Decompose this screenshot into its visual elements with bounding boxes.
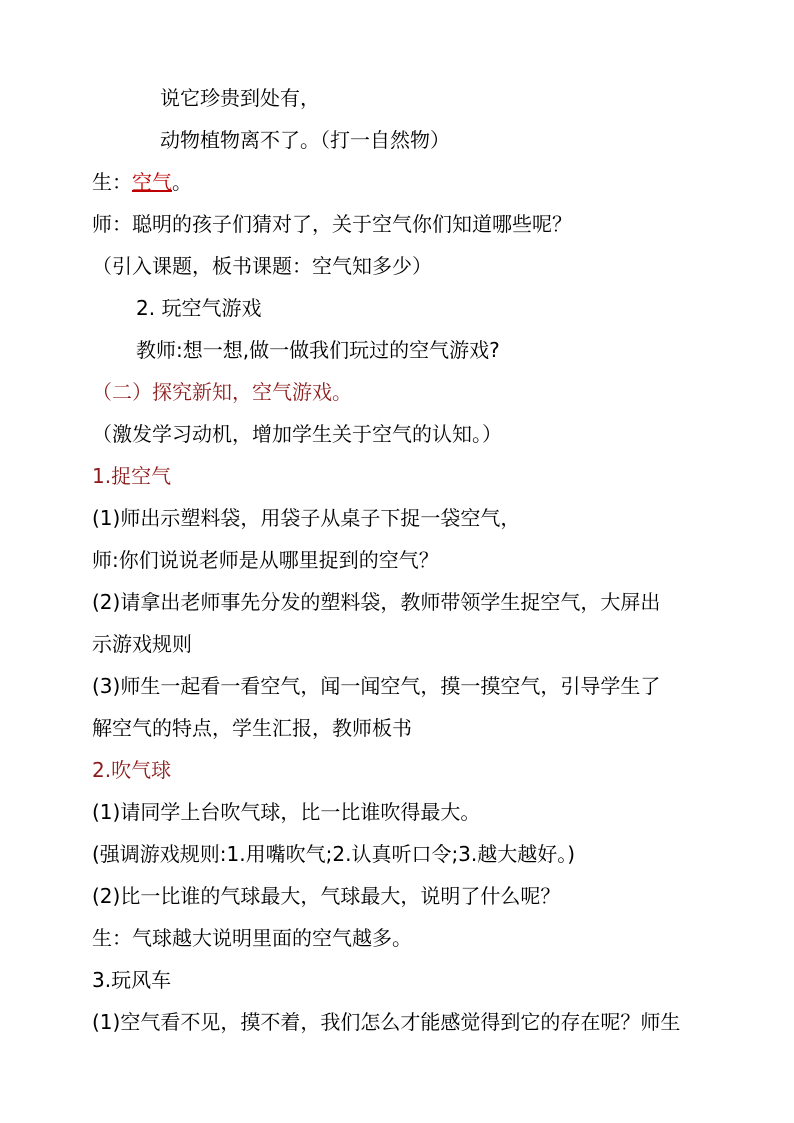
balloon-step-2: (2)比一比谁的气球最大，气球最大，说明了什么呢？ bbox=[92, 884, 561, 908]
riddle-line-1: 说它珍贵到处有， bbox=[160, 86, 320, 110]
windmill-step-1: (1)空气看不见，摸不着，我们怎么才能感觉得到它的存在呢？师生 bbox=[92, 1010, 681, 1034]
subheading-balloon: 2.吹气球 bbox=[92, 758, 172, 782]
riddle-line-2: 动物植物离不了。（打一自然物） bbox=[160, 128, 450, 152]
teacher-prompt: 教师:想一想,做一做我们玩过的空气游戏? bbox=[136, 338, 500, 362]
student-balloon-answer: 生：气球越大说明里面的空气越多。 bbox=[92, 926, 412, 950]
section-heading-explore: （二）探究新知，空气游戏。 bbox=[92, 380, 352, 404]
step-3-line-b: 解空气的特点，学生汇报，教师板书 bbox=[92, 716, 412, 740]
step-1-line: (1)师出示塑料袋，用袋子从桌子下捉一袋空气， bbox=[92, 506, 521, 530]
section-heading-2: 2. 玩空气游戏 bbox=[136, 296, 262, 320]
answer-highlight: 空气 bbox=[132, 170, 172, 194]
topic-line: （引入课题，板书课题：空气知多少） bbox=[92, 254, 432, 278]
step-2-line-b: 示游戏规则 bbox=[92, 632, 192, 656]
balloon-step-1: (1)请同学上台吹气球，比一比谁吹得最大。 bbox=[92, 800, 481, 824]
student-prefix: 生： bbox=[92, 170, 132, 194]
game-rules: (强调游戏规则:1.用嘴吹气;2.认真听口令;3.越大越好。) bbox=[92, 842, 576, 866]
teacher-line: 师：聪明的孩子们猜对了，关于空气你们知道哪些呢？ bbox=[92, 212, 572, 236]
step-3-line-a: (3)师生一起看一看空气，闻一闻空气，摸一摸空气，引导学生了 bbox=[92, 674, 661, 698]
student-suffix: 。 bbox=[172, 170, 192, 194]
step-2-line-a: (2)请拿出老师事先分发的塑料袋，教师带领学生捉空气，大屏出 bbox=[92, 590, 661, 614]
teacher-question: 师:你们说说老师是从哪里捉到的空气？ bbox=[92, 548, 439, 572]
motivation-line: （激发学习动机，增加学生关于空气的认知。） bbox=[92, 422, 502, 446]
subheading-catch-air: 1.捉空气 bbox=[92, 464, 172, 488]
subheading-windmill: 3.玩风车 bbox=[92, 968, 172, 992]
student-answer bbox=[92, 168, 192, 196]
